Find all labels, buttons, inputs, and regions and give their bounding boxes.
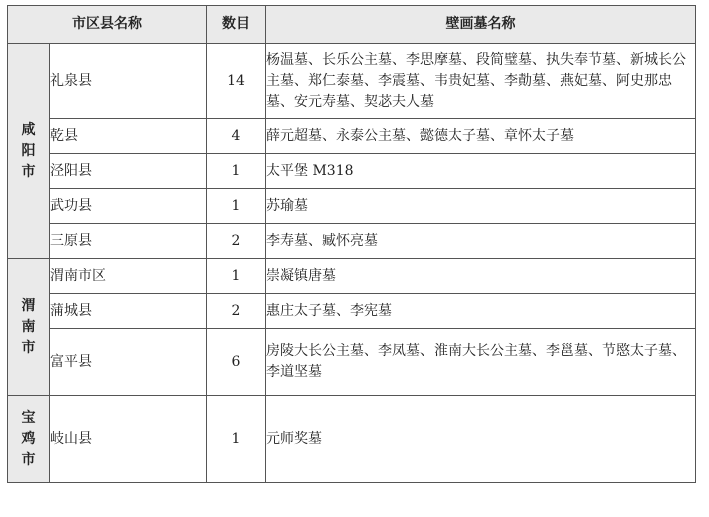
count-cell: 2 xyxy=(207,224,266,259)
table-row xyxy=(8,396,696,483)
tombs-cell: 房陵大长公主墓、李凤墓、淮南大长公主墓、李邕墓、节愍太子墓、李道坚墓 xyxy=(266,329,696,396)
county-cell: 武功县 xyxy=(50,189,207,224)
tombs-cell: 杨温墓、长乐公主墓、李思摩墓、段简璧墓、执失奉节墓、新城长公主墓、郑仁泰墓、李震墓、韦贵妃墓、李勣墓、燕妃墓、阿史那忠墓、安元寿墓、契苾夫人墓 xyxy=(266,44,696,119)
city-name: 咸阳市 xyxy=(21,121,36,180)
table-row xyxy=(8,224,696,259)
count-cell: 6 xyxy=(207,329,266,396)
table-row xyxy=(8,329,696,396)
county-cell: 渭南市区 xyxy=(50,259,207,294)
city-cell xyxy=(8,396,50,483)
county-cell: 富平县 xyxy=(50,329,207,396)
tombs-cell: 薛元超墓、永泰公主墓、懿德太子墓、章怀太子墓 xyxy=(266,119,696,154)
county-cell: 乾县 xyxy=(50,119,207,154)
table-row xyxy=(8,294,696,329)
county-cell: 泾阳县 xyxy=(50,154,207,189)
county-cell: 岐山县 xyxy=(50,396,207,483)
tomb-table-container xyxy=(7,5,696,483)
count-cell: 1 xyxy=(207,154,266,189)
count-cell: 14 xyxy=(207,44,266,119)
count-cell: 4 xyxy=(207,119,266,154)
table-row xyxy=(8,119,696,154)
county-cell: 礼泉县 xyxy=(50,44,207,119)
header-region: 市区县名称 xyxy=(8,6,207,44)
header-tombs: 壁画墓名称 xyxy=(266,6,696,44)
table-row xyxy=(8,259,696,294)
city-cell xyxy=(8,44,50,259)
table-row xyxy=(8,189,696,224)
header-row xyxy=(8,6,696,44)
city-name: 宝鸡市 xyxy=(21,409,36,468)
count-cell: 2 xyxy=(207,294,266,329)
count-cell: 1 xyxy=(207,396,266,483)
table-row xyxy=(8,154,696,189)
city-name: 渭南市 xyxy=(21,297,36,356)
county-cell: 蒲城县 xyxy=(50,294,207,329)
tombs-cell: 李寿墓、臧怀亮墓 xyxy=(266,224,696,259)
tombs-cell: 崇凝镇唐墓 xyxy=(266,259,696,294)
tombs-cell: 元师奖墓 xyxy=(266,396,696,483)
count-cell: 1 xyxy=(207,259,266,294)
county-cell: 三原县 xyxy=(50,224,207,259)
tombs-cell: 苏瑜墓 xyxy=(266,189,696,224)
header-count: 数目 xyxy=(207,6,266,44)
mural-tomb-table xyxy=(7,5,696,483)
tombs-cell: 惠庄太子墓、李宪墓 xyxy=(266,294,696,329)
table-row xyxy=(8,44,696,119)
tombs-cell: 太平堡 M318 xyxy=(266,154,696,189)
count-cell: 1 xyxy=(207,189,266,224)
city-cell xyxy=(8,259,50,396)
